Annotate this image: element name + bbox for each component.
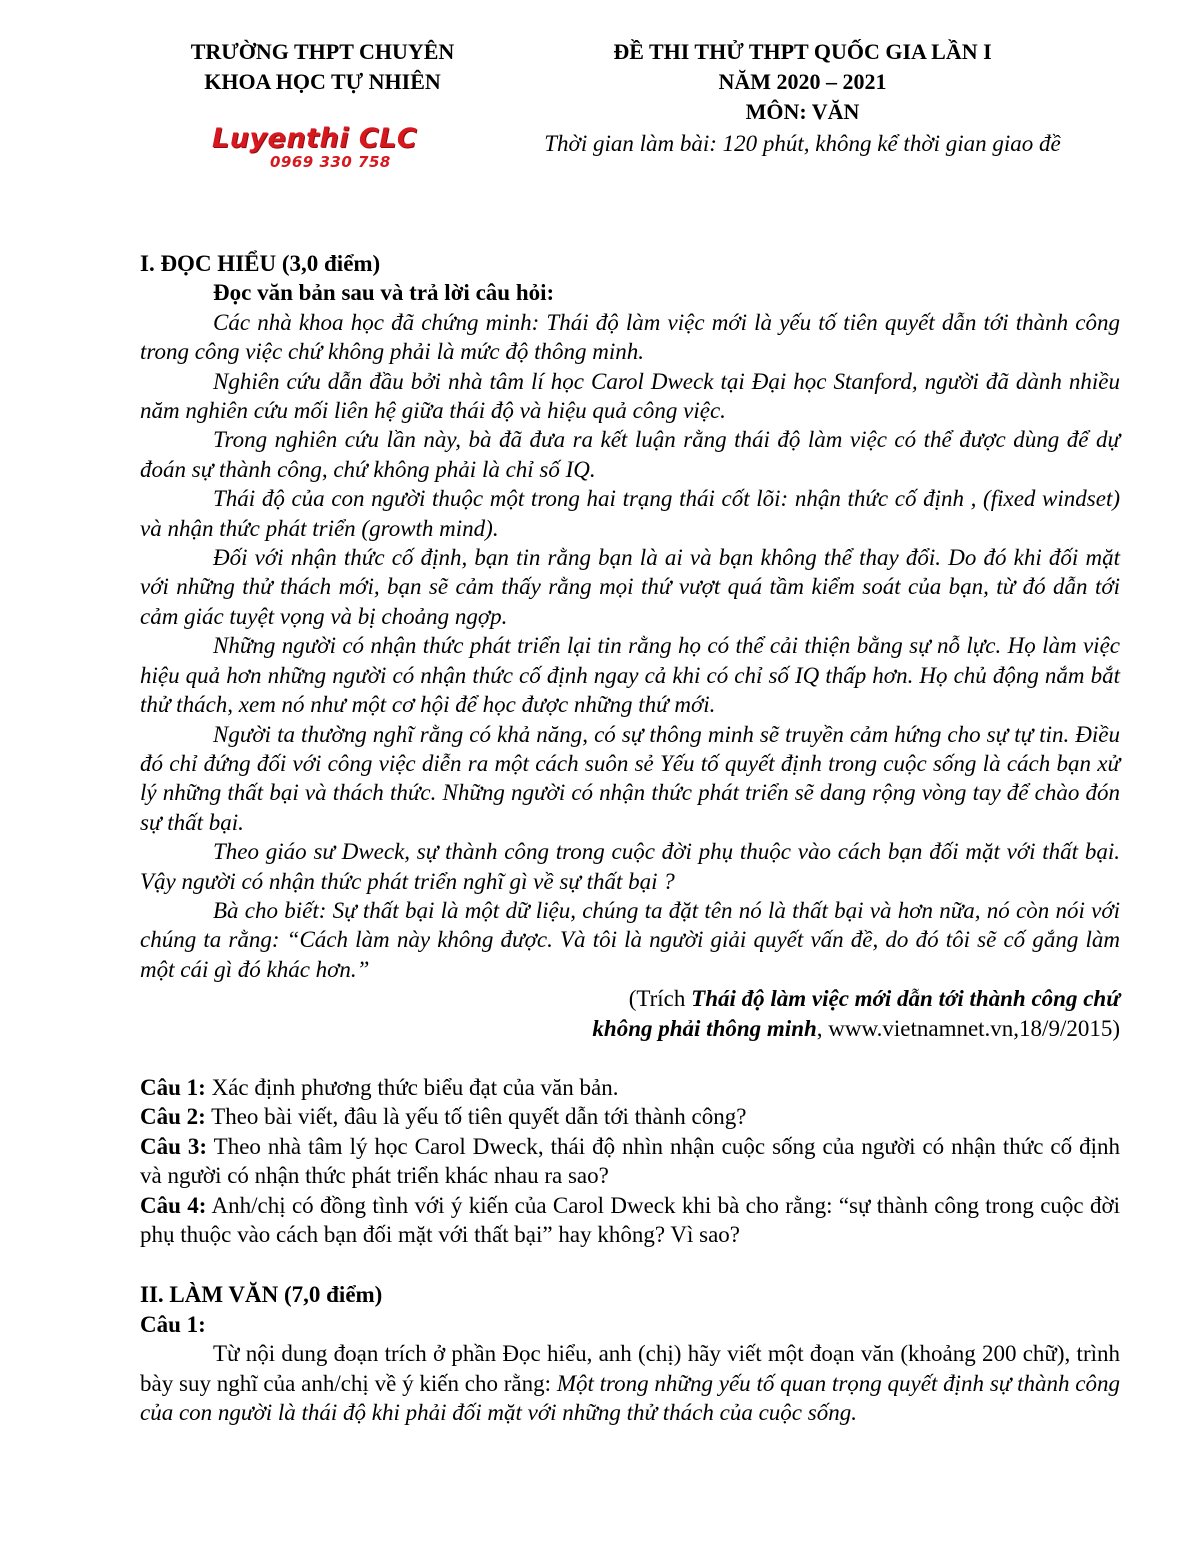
essay-question-label: Câu 1: <box>140 1311 206 1337</box>
reading-paragraph: Đối với nhận thức cố định, bạn tin rằng bạn là ai và bạn không thể thay đổi. Do đó khi đối mặt với những thử thách mới, bạn sẽ cảm thấy rằng mọi thứ vượt quá tầm kiểm soát của bạn, từ đó dẫn tới cảm giác tuyệt vọng và bị choảng ngợp. <box>140 545 1120 629</box>
reading-paragraph: Bà cho biết: Sự thất bại là một dữ liệu, chúng ta đặt tên nó là thất bại và hơn nữa, nó còn nói với chúng ta rằng: “Cách làm này không được. Và tôi là người giải quyết vấn đề, do đó tôi sẽ cố gắng làm một cái gì đó khác hơn.” <box>140 897 1120 982</box>
exam-year: NĂM 2020 – 2021 <box>718 69 887 94</box>
essay-prompt: Từ nội dung đoạn trích ở phần Đọc hiểu, anh (chị) hãy viết một đoạn văn (khoảng 200 chữ), trình bày suy nghĩ của anh/chị về ý kiến cho rằng: <box>140 1341 1120 1396</box>
source-title-part2: không phải thông minh <box>592 1015 817 1041</box>
reading-instruction: Đọc văn bản sau và trả lời câu hỏi: <box>213 280 555 306</box>
reading-paragraph: Theo giáo sư Dweck, sự thành công trong cuộc đời phụ thuộc vào cách bạn đối mặt với thất bại. Vậy người có nhận thức phát triển nghĩ gì về sự thất bại ? <box>140 839 1120 894</box>
essay-quote: Một trong những yếu tố quan trọng quyết định sự thành công của con người là thái độ khi phải đối mặt với những thử thách của cuộc sống. <box>140 1370 1120 1426</box>
exam-title: ĐỀ THI THỬ THPT QUỐC GIA LẦN I <box>613 39 992 64</box>
luyenthi-logo <box>212 124 442 174</box>
question-text: Theo nhà tâm lý học Carol Dweck, thái độ nhìn nhận cuộc sống của người có nhận thức cố định và người có nhận thức phát triển khác nhau ra sao? <box>140 1133 1120 1189</box>
section2-title: II. LÀM VĂN (7,0 điểm) <box>140 1282 383 1308</box>
question-text: Theo bài viết, đâu là yếu tố tiên quyết dẫn tới thành công? <box>205 1104 747 1130</box>
reading-paragraph: Trong nghiên cứu lần này, bà đã đưa ra kết luận rằng thái độ làm việc có thể được dùng để dự đoán sự thành công, chứ không phải là chỉ số IQ. <box>140 427 1120 482</box>
reading-paragraph: Nghiên cứu dẫn đầu bởi nhà tâm lí học Carol Dweck tại Đại học Stanford, người đã dành nhiều năm nghiên cứu mối liên hệ giữa thái độ và hiệu quả công việc. <box>140 368 1120 424</box>
source-citation-line2 <box>140 1014 1120 1043</box>
question-4 <box>140 1191 1120 1250</box>
exam-content <box>140 249 1120 1427</box>
reading-paragraph: Thái độ của con người thuộc một trong hai trạng thái cốt lõi: nhận thức cố định , (fixed windset) và nhận thức phát triển (growth mind). <box>140 486 1120 541</box>
question-label: Câu 2: <box>140 1104 206 1130</box>
school-name-line2: KHOA HỌC TỰ NHIÊN <box>204 69 441 94</box>
essay-question-text <box>140 1339 1120 1427</box>
question-label: Câu 3: <box>140 1133 208 1159</box>
logo-phone: 0969 330 758 <box>270 153 391 171</box>
question-2 <box>140 1102 1120 1131</box>
school-header <box>150 37 495 97</box>
logo-name: Luyenthi CLC <box>212 123 418 154</box>
source-suffix: , www.vietnamnet.vn,18/9/2015) <box>816 1015 1120 1041</box>
question-label: Câu 4: <box>140 1192 207 1218</box>
section1-title: I. ĐỌC HIỂU (3,0 điểm) <box>140 251 381 276</box>
reading-paragraph: Các nhà khoa học đã chứng minh: Thái độ làm việc mới là yếu tố tiên quyết dẫn tới thành công trong công việc chứ không phải là mức độ thông minh. <box>140 309 1120 365</box>
source-prefix: (Trích <box>628 986 692 1012</box>
question-text: Anh/chị có đồng tình với ý kiến của Carol Dweck khi bà cho rằng: “sự thành công trong cuộc đời phụ thuộc vào cách bạn đối mặt với thất bại” hay không? Vì sao? <box>140 1192 1121 1247</box>
source-title-part1: Thái độ làm việc mới dẫn tới thành công chứ <box>691 986 1120 1012</box>
exam-header <box>500 37 1105 159</box>
reading-paragraph: Người ta thường nghĩ rằng có khả năng, có sự thông minh sẽ truyền cảm hứng cho sự tự tin. Điều đó chỉ đứng đối với công việc diễn ra một cách suôn sẻ Yếu tố quyết định trong cuộc sống là cách bạn xử lý những thất bại và thách thức. Những người có nhận thức phát triển sẽ dang rộng vòng tay để chào đón sự thất bại. <box>140 721 1120 835</box>
question-3 <box>140 1132 1120 1191</box>
reading-paragraph: Những người có nhận thức phát triển lại tin rằng họ có thể cải thiện bằng sự nỗ lực. Họ làm việc hiệu quả hơn những người có nhận thức cố định ngay cả khi có chỉ số IQ thấp hơn. Họ chủ động nắm bắt thử thách, xem nó như một cơ hội để học được những thứ mới. <box>140 633 1120 718</box>
source-citation-line1 <box>140 984 1120 1013</box>
exam-time: Thời gian làm bài: 120 phút, không kể thời gian giao đề <box>544 131 1061 156</box>
question-1 <box>140 1073 1120 1102</box>
school-name-line1: TRƯỜNG THPT CHUYÊN <box>190 39 455 64</box>
question-text: Xác định phương thức biểu đạt của văn bản. <box>205 1074 619 1100</box>
question-label: Câu 1: <box>140 1074 206 1100</box>
exam-subject: MÔN: VĂN <box>745 99 860 124</box>
